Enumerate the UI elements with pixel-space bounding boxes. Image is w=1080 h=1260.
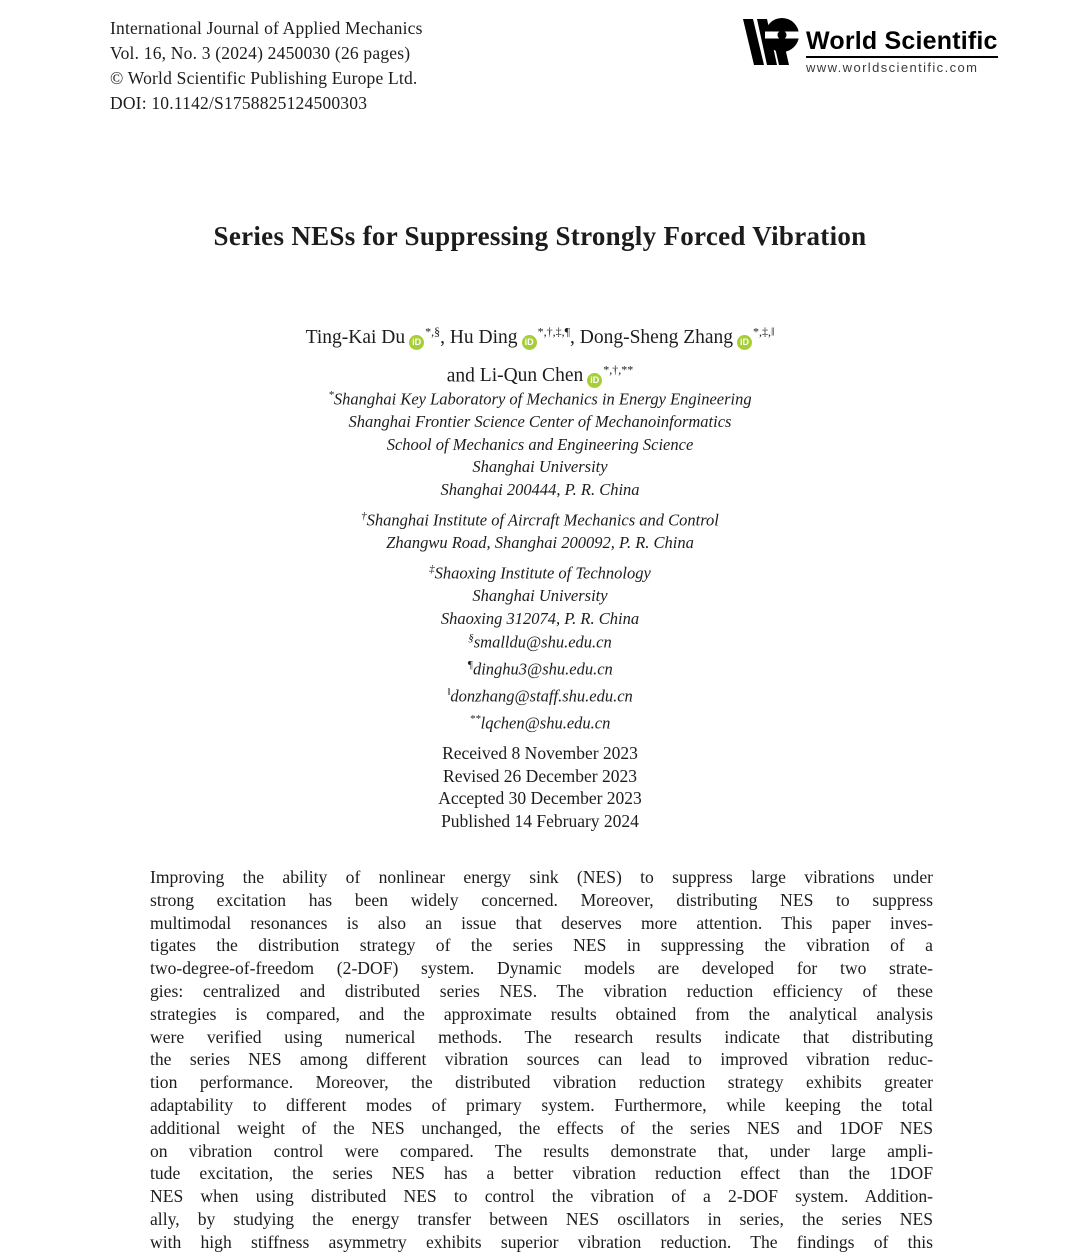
affiliation-text: School of Mechanics and Engineering Science xyxy=(386,434,694,454)
doi-line: DOI: 10.1142/S1758825124500303 xyxy=(110,93,368,113)
abstract-line: multimodal resonances is also an issue that deserves more attention. This paper inves- xyxy=(150,912,933,933)
email-address: lqchen@shu.edu.cn xyxy=(480,713,611,733)
affiliation-block-1 xyxy=(0,384,1080,501)
abstract-line: strategies is compared, and the approximate results obtained from the analytical analysis xyxy=(150,1003,933,1024)
email-mark: ** xyxy=(469,713,481,726)
orcid-icon xyxy=(522,335,537,350)
affiliation-mark: † xyxy=(361,510,367,522)
revised-date: Revised 26 December 2023 xyxy=(443,765,637,786)
abstract-line: ally, by studying the energy transfer between NES oscillators in series, the series NES xyxy=(150,1208,933,1229)
abstract-line: strong excitation has been widely concerned. Moreover, distributing NES to suppress xyxy=(150,889,933,910)
abstract-line: two-degree-of-freedom (2-DOF) system. Dynamic models are developed for two strate- xyxy=(150,958,933,979)
author-affiliation-marks: *,†,‡,¶ xyxy=(537,324,570,338)
affiliation-text: Shanghai Key Laboratory of Mechanics in Energy Engineering xyxy=(333,389,752,409)
email-line xyxy=(0,654,1080,681)
abstract-line: gies: centralized and distributed series NES. The vibration reduction efficiency of these xyxy=(150,980,933,1001)
affiliation-line xyxy=(0,532,1080,555)
affiliation-mark: * xyxy=(328,389,334,401)
author-list xyxy=(0,315,1080,392)
author-name: Li-Qun Chen xyxy=(479,365,584,386)
abstract-line: on vibration control were compared. The results demonstrate that, under large ampli- xyxy=(150,1140,933,1161)
received-date: Received 8 November 2023 xyxy=(442,743,638,763)
author xyxy=(305,324,445,348)
copyright-line: © World Scientific Publishing Europe Ltd. xyxy=(110,68,418,88)
abstract-line: tigates the distribution strategy of the series NES in suppressing the vibration of a xyxy=(150,935,933,956)
email-address: dinghu3@shu.edu.cn xyxy=(472,659,613,679)
affiliation-text: Shanghai 200444, P. R. China xyxy=(440,479,640,499)
affiliation-line xyxy=(0,384,1080,411)
paper-title: Series NESs for Suppressing Strongly Forced Vibration xyxy=(213,221,867,251)
author-emails xyxy=(0,627,1080,735)
abstract-line: tude excitation, the series NES has a better vibration reduction effect than the 1DOF xyxy=(150,1163,933,1184)
abstract-line: with high stiffness asymmetry exhibits superior vibration reduction. The findings of this xyxy=(150,1231,933,1252)
abstract-line: adaptability to different modes of primary system. Furthermore, while keeping the total xyxy=(150,1094,933,1115)
affiliation-line xyxy=(0,585,1080,608)
email-mark: § xyxy=(468,632,474,644)
author-name: Dong-Sheng Zhang xyxy=(579,326,734,348)
author-affiliation-marks: *,‡,‖ xyxy=(753,324,775,338)
journal-header xyxy=(110,16,423,116)
author-name: Hu Ding xyxy=(449,326,518,348)
author-affiliation-marks: *,†,** xyxy=(603,362,634,377)
affiliation-line xyxy=(0,558,1080,585)
journal-name: International Journal of Applied Mechanics xyxy=(110,18,423,38)
author-line-1 xyxy=(0,315,1080,354)
abstract-line: NES when using distributed NES to control the vibration of a 2-DOF system. Addition- xyxy=(150,1186,933,1207)
abstract-line: were verified using numerical methods. The research results indicate that distributing xyxy=(150,1026,933,1047)
email-mark: ‖ xyxy=(447,686,451,699)
email-line xyxy=(0,627,1080,654)
affiliation-text: Shanghai Frontier Science Center of Mechanoinformatics xyxy=(348,412,732,432)
published-date: Published 14 February 2024 xyxy=(441,811,639,832)
affiliation-line xyxy=(0,411,1080,434)
publisher-logo-text xyxy=(806,12,998,75)
affiliation-line xyxy=(0,479,1080,502)
publisher-logo xyxy=(740,12,998,75)
affiliation-text: Zhangwu Road, Shanghai 200092, P. R. China xyxy=(386,533,694,553)
email-mark: ¶ xyxy=(467,659,473,672)
abstract-line: tion performance. Moreover, the distributed vibration reduction strategy exhibits greater xyxy=(150,1072,933,1093)
accepted-date: Accepted 30 December 2023 xyxy=(438,788,642,809)
orcid-icon xyxy=(409,335,424,350)
publication-history xyxy=(0,742,1080,833)
logo-divider xyxy=(806,56,998,58)
author-affiliation-marks: *,§ xyxy=(425,324,441,338)
author-separator: , xyxy=(570,326,575,348)
author xyxy=(579,324,775,348)
journal-volume-issue: Vol. 16, No. 3 (2024) 2450030 (26 pages) xyxy=(110,43,411,63)
publisher-name: World Scientific xyxy=(806,27,998,55)
affiliation-mark: ‡ xyxy=(429,563,435,575)
and-label: and xyxy=(446,365,475,386)
affiliation-text: Shanghai University xyxy=(472,457,608,477)
email-address: donzhang@staff.shu.edu.cn xyxy=(450,686,633,706)
author-separator: , xyxy=(440,326,445,348)
affiliation-text: Shanghai University xyxy=(472,586,608,606)
abstract-line: additional weight of the NES unchanged, the effects of the series NES and 1DOF NES xyxy=(150,1117,933,1138)
email-address: smalldu@shu.edu.cn xyxy=(473,632,612,652)
abstract xyxy=(150,866,933,1254)
affiliation-text: Shaoxing 312074, P. R. China xyxy=(440,608,640,628)
affiliation-text: Shanghai Institute of Aircraft Mechanics and Control xyxy=(366,510,719,530)
affiliation-line xyxy=(0,505,1080,532)
affiliation-block-3 xyxy=(0,558,1080,630)
email-line xyxy=(0,681,1080,708)
world-scientific-logo-icon xyxy=(740,12,800,70)
author-name: Ting-Kai Du xyxy=(305,326,406,348)
author xyxy=(479,362,634,386)
affiliation-line xyxy=(0,434,1080,457)
abstract-line: the series NES among different vibration sources can lead to improved vibration reduc- xyxy=(150,1049,933,1070)
author xyxy=(449,324,575,348)
orcid-icon xyxy=(737,335,752,350)
affiliation-block-2 xyxy=(0,505,1080,555)
abstract-line: Improving the ability of nonlinear energy sink (NES) to suppress large vibrations under xyxy=(150,867,933,887)
affiliation-text: Shaoxing Institute of Technology xyxy=(434,563,651,583)
affiliation-line xyxy=(0,456,1080,479)
publisher-website: www.worldscientific.com xyxy=(806,60,979,75)
email-line xyxy=(0,708,1080,735)
